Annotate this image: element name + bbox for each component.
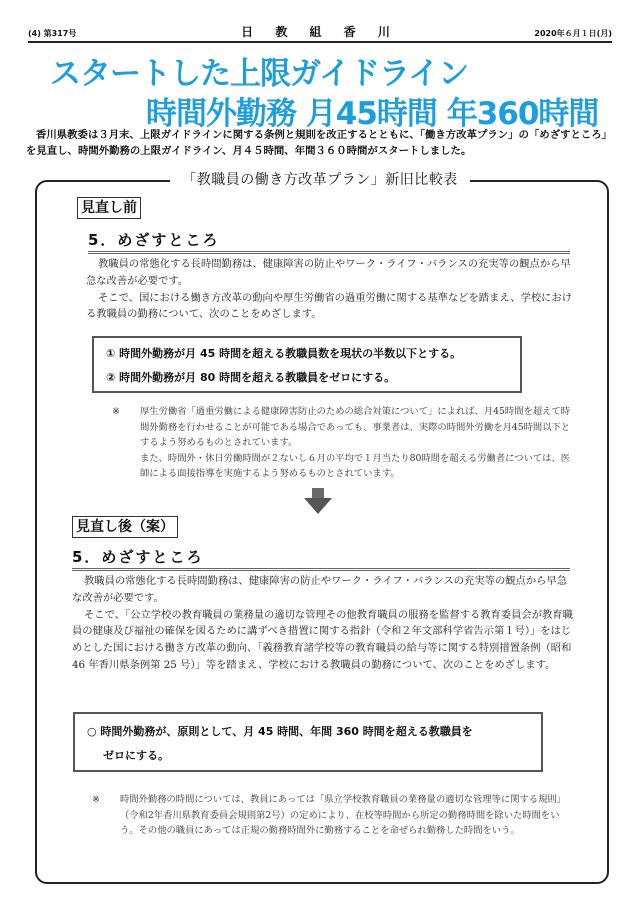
- after-note-text: 時間外勤務の時間については、教員にあっては「県立学校教育職員の業務量の適切な管理等に関する規則」（令和2年香川県教育委員会規則第2号）の定めにより、在校等時間から所定の勤務時間を除いた時間をいう。その他の職員にあっては正規の勤務時間外に勤務することを命ぜられ勤務した時間をいう。: [120, 794, 566, 836]
- after-note: [92, 792, 568, 839]
- after-goal-line-2: ゼロにする。: [103, 749, 169, 762]
- before-paragraph-2: そこで、国における働き方改革の動向や厚生労働省の過重労働に関する基準などを踏まえ、学校における教職員の勤務について、次のことをめざします。: [86, 291, 573, 321]
- before-paragraph-1: 教職員の常態化する長時間勤務は、健康障害の防止やワーク・ライフ・バランスの充実等の観点から早急な改善が必要です。: [86, 258, 571, 287]
- issue-number: (4) 第317号: [28, 29, 77, 38]
- masthead: [28, 25, 612, 43]
- after-paragraph-1: 教職員の常態化する長時間勤務は、健康障害の防止やワーク・ライフ・バランスの充実等の観点から早急な改善が必要です。: [72, 575, 568, 604]
- before-tag: 見直し前: [77, 197, 141, 219]
- headline-line-2: 時間外勤務 月45時間 年360時間: [146, 96, 599, 132]
- after-tag: 見直し後（案）: [72, 516, 178, 538]
- before-goals-box: [92, 336, 522, 393]
- before-note-line-2: また、時間外・休日労働時間が２ないし６月の平均で１月当たり80時間を超える労働者については、医師による面接指導を実施するよう努めるものとされています。: [140, 452, 571, 479]
- after-goal-line-1: ○ 時間外勤務が、原則として、月 45 時間、年間 360 時間を超える教職員を: [87, 725, 473, 738]
- publication-name: 日 教 組 香 川: [241, 25, 399, 39]
- before-note: [112, 404, 574, 482]
- down-arrow-icon: [304, 488, 332, 514]
- after-goal-box: [73, 712, 543, 772]
- after-section-heading: 5．めざすところ: [72, 546, 570, 571]
- issue-date: 2020年６月１日(月): [534, 29, 612, 38]
- after-paragraph-2: そこで、「公立学校の教育職員の業務量の適切な管理その他教育職員の服務を監督する教育委員会が教育職員の健康及び福祉の確保を図るために講ずべき措置に関する指針（令和２年文部科学省告示第１号）」をはじめとした国における働き方改革の動向、「義務教育諸学校等の教育職員の給与等に関する特別措置条例（昭和 46 年香川県条例第 25 号）」等を踏まえ、学校における教職員の勤務について、次のことをめざします。: [72, 608, 573, 671]
- comparison-title: 「教職員の働き方改革プラン」新旧比較表: [170, 172, 470, 188]
- note-mark: ※: [112, 406, 120, 417]
- note-mark: ※: [92, 794, 100, 805]
- lead-paragraph: 香川県教委は３月末、上限ガイドラインに関する条例と規則を改正するとともに、「働き方改革プラン」の「めざすところ」を見直し、時間外勤務の上限ガイドライン、月４５時間、年間３６０時間がスタートしました。: [26, 129, 613, 157]
- comparison-title-wrap: [0, 169, 640, 189]
- before-body: [86, 256, 576, 323]
- before-section-heading: 5．めざすところ: [88, 229, 570, 254]
- before-goal-2: ② 時間外勤務が月 80 時間を超える教職員をゼロにする。: [106, 371, 396, 384]
- headline-line-1: スタートした上限ガイドライン: [50, 56, 469, 92]
- before-note-line-1: 厚生労働省「過重労働による健康障害防止のための総合対策について」によれば、月45時間を超えて時間外勤務を行わせることが可能である場合であっても、事業者は、実際の時間外労働を月45時間以下とするよう努めるものとされています。: [140, 406, 571, 448]
- after-body: [72, 573, 576, 674]
- before-goal-1: ① 時間外勤務が月 45 時間を超える教職員数を現状の半数以下とする。: [106, 347, 462, 360]
